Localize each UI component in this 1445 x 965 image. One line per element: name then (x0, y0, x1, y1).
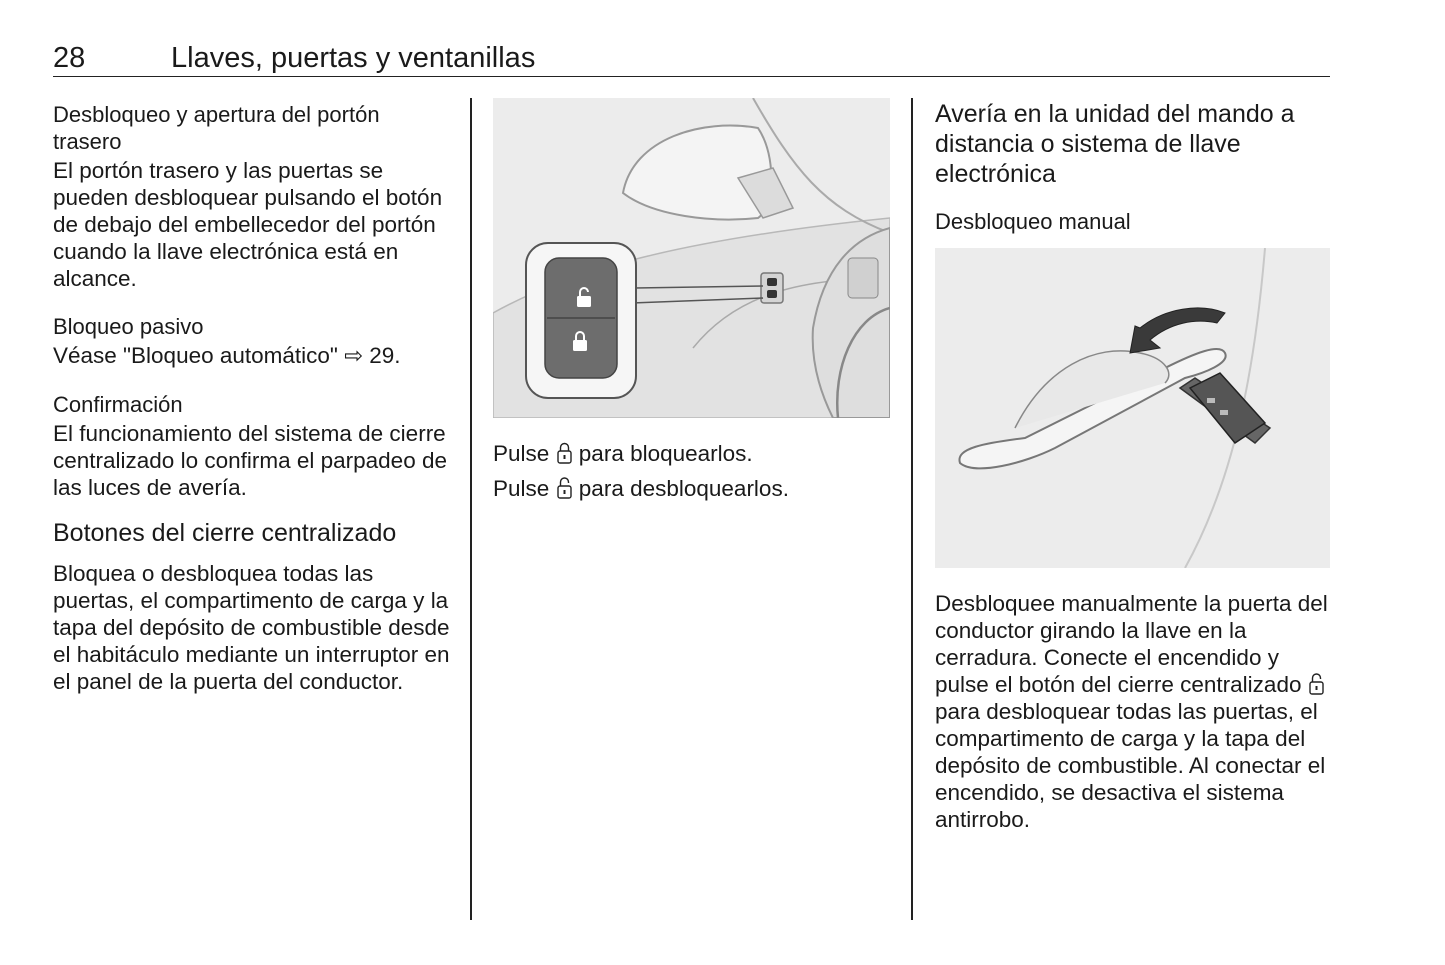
lock-instruction: Pulse para bloquearlos. (493, 441, 753, 466)
column-middle (493, 98, 893, 502)
column-right (935, 98, 1335, 833)
page-ref-arrow-icon: ⇨ (344, 343, 364, 368)
section-heading-remote-failure: Avería en la unidad del mando a distancia o sistema de llave electrónica (935, 100, 1295, 188)
manual-unlock-body: Desbloquee manualmente la puerta del conductor girando la llave en la cerradura. Conecte el encendido y pulse el botón del cierre centralizado para desbloquear todas las puertas, el compartimento de carga y la tapa del depósito de combustible. Al conectar el encendido, se desactiva el sistema antirrobo. (935, 591, 1328, 832)
door-handle-key-illustration (935, 248, 1330, 568)
page-number: 28 (53, 42, 86, 74)
section-heading-confirmation: Confirmación (53, 392, 183, 417)
unlock-icon (556, 476, 573, 500)
section-heading-passive-lock: Bloqueo pasivo (53, 314, 204, 339)
section-body-tailgate: El portón trasero y las puertas se pueden desbloquear pulsando el botón de debajo del embellecedor del portón cuando la llave electrónica está en alcance. (53, 158, 443, 291)
section-body-passive-lock: Véase "Bloqueo automático" ⇨ 29. (53, 343, 401, 368)
column-left (53, 98, 453, 695)
page-header (53, 40, 1330, 77)
section-heading-central-lock-buttons: Botones del cierre centralizado (53, 519, 397, 547)
section-body-central-lock-buttons: Bloquea o desbloquea todas las puertas, el compartimento de carga y la tapa del depósito de combustible desde el habitáculo mediante un interruptor en el panel de la puerta del conductor. (53, 561, 450, 694)
section-heading-manual-unlock: Desbloqueo manual (935, 209, 1131, 234)
column-divider (470, 98, 472, 920)
unlock-icon (1308, 672, 1325, 696)
section-body-confirmation: El funcionamiento del sistema de cierre centralizado lo confirma el parpadeo de las luces de avería. (53, 421, 447, 500)
unlock-instruction: Pulse para desbloquearlos. (493, 476, 789, 501)
column-divider (911, 98, 913, 920)
section-heading-tailgate: Desbloqueo y apertura del portón trasero (53, 102, 380, 154)
lock-icon (556, 441, 573, 465)
door-panel-illustration (493, 98, 890, 418)
page-title: Llaves, puertas y ventanillas (171, 42, 536, 74)
